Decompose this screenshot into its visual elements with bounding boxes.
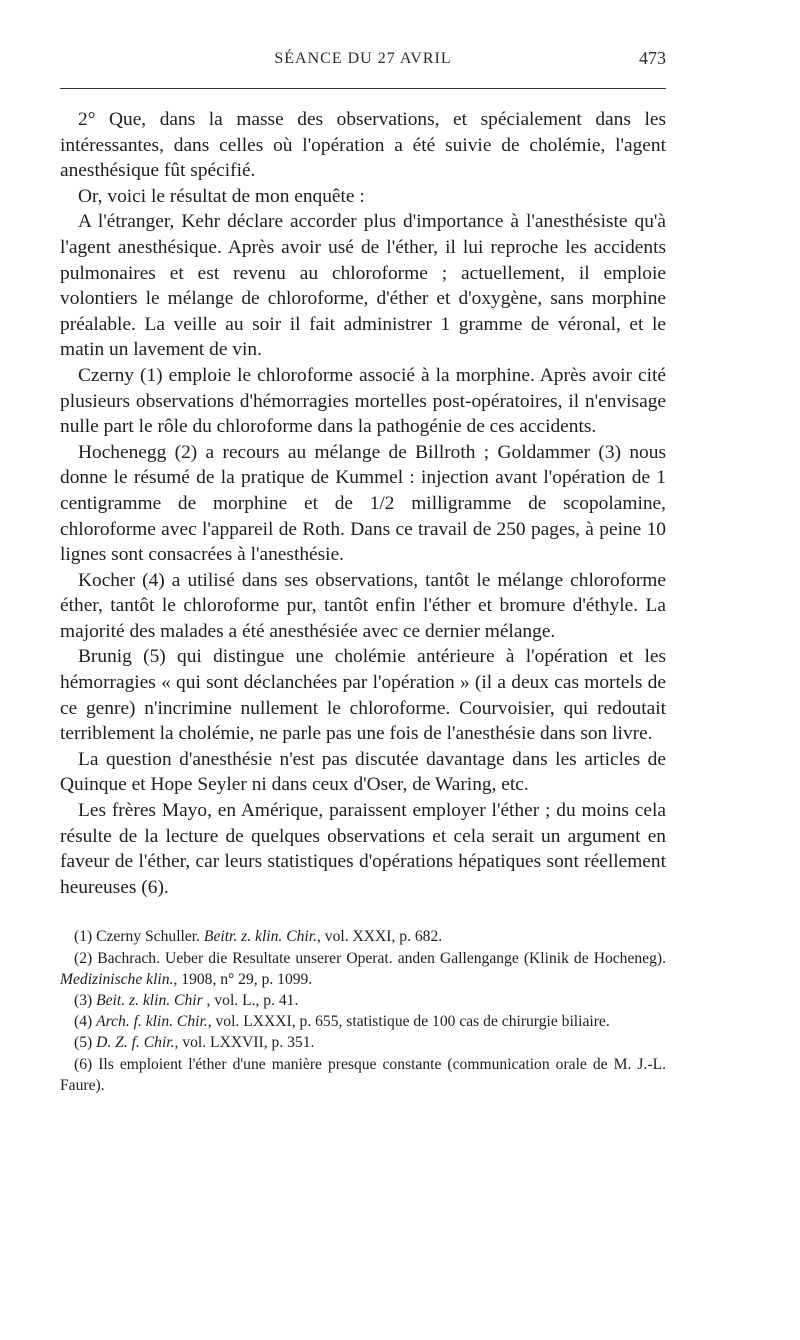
footnote-journal: Beit. z. klin. Chir	[96, 992, 203, 1010]
footnote-text: (4)	[74, 1013, 97, 1031]
footnote-text: (1) Czerny Schuller.	[74, 928, 204, 946]
footnote-journal: Arch. f. klin. Chir.	[96, 1013, 208, 1031]
paragraph: Les frères Mayo, en Amérique, paraissent employer l'éther ; du moins cela résulte de la lecture de quelques observations et cela serait un argument en faveur de l'éther, car leurs statistiques d'opérations hépatiques sont réellement heureuses (6).	[60, 800, 666, 898]
paragraph: 2° Que, dans la masse des observations, et spécialement dans les intéressantes, dans celles où l'opération a été suivie de cholémie, l'agent anesthésique fût spécifié.	[60, 109, 666, 182]
paragraph: Brunig (5) qui distingue une cholémie antérieure à l'opération et les hémorragies « qui sont déclanchées par l'opération » (il a deux cas mortels de ce genre) n'incrimine nullement le chloroforme. Courvoisier, qui redoutait terriblement la cholémie, ne parle pas une fois de l'anesthésie dans son livre.	[60, 646, 666, 745]
footnote-journal: D. Z. f. Chir.	[96, 1034, 175, 1052]
footnote-journal: Medizinische klin.	[60, 970, 174, 988]
footnote-reference: , vol. LXXVII, p. 351.	[174, 1034, 315, 1052]
body-text	[60, 107, 666, 900]
footnote-reference: , vol. L., p. 41.	[202, 992, 299, 1010]
footnote	[60, 1032, 666, 1053]
paragraph: A l'étranger, Kehr déclare accorder plus d'importance à l'anesthésiste qu'à l'agent anesthésique. Après avoir usé de l'éther, il lui reproche les accidents pulmonaires et est revenu au chloroforme ; actuellement, il emploie volontiers le mélange de chloroforme, d'éther et d'oxygène, sans morphine préalable. La veille au soir il fait administrer 1 gramme de véronal, et le matin un lavement de vin.	[60, 211, 666, 361]
paragraph: Kocher (4) a utilisé dans ses observations, tantôt le mélange chloroforme éther, tantôt le chloroforme pur, tantôt enfin l'éther et bromure d'éthyle. La majorité des malades a été anesthésiée avec ce dernier mélange.	[60, 569, 666, 642]
footnotes	[60, 926, 666, 1096]
footnote	[60, 948, 666, 990]
footnote-text: (6) Ils emploient l'éther d'une manière presque constante (communication orale de M. J.-L. Faure).	[60, 1055, 666, 1094]
running-title: SÉANCE DU 27 AVRIL	[274, 50, 452, 67]
header-rule	[60, 88, 666, 89]
footnote-reference: , vol. LXXXI, p. 655, statistique de 100 cas de chirurgie biliaire.	[207, 1013, 610, 1031]
footnote-text: (3)	[74, 992, 97, 1010]
footnote	[60, 1011, 666, 1032]
book-page	[60, 0, 666, 1096]
footnote-reference: , 1908, n° 29, p. 1099.	[173, 970, 313, 988]
paragraph: Czerny (1) emploie le chloroforme associé à la morphine. Après avoir cité plusieurs observations d'hémorragies mortelles post-opératoires, il n'envisage nulle part le rôle du chloroforme dans la pathogénie de ces accidents.	[60, 364, 666, 438]
paragraph: Or, voici le résultat de mon enquête :	[78, 185, 365, 207]
footnote	[60, 926, 666, 947]
footnote-journal: Beitr. z. klin. Chir.	[203, 928, 317, 946]
paragraph: La question d'anesthésie n'est pas discutée davantage dans les articles de Quinque et Hope Seyler ni dans ceux d'Oser, de Waring, etc.	[60, 748, 666, 796]
footnote-text: (5)	[74, 1034, 97, 1052]
footnote	[60, 1054, 666, 1096]
running-head	[60, 0, 666, 90]
footnote	[60, 990, 666, 1011]
page-number: 473	[639, 48, 666, 68]
paragraph: Hochenegg (2) a recours au mélange de Billroth ; Goldammer (3) nous donne le résumé de la pratique de Kummel : injection avant l'opération de 1 centigramme de morphine et de 1/2 milligramme de scopolamine, chloroforme avec l'appareil de Roth. Dans ce travail de 250 pages, à peine 10 lignes sont consacrées à l'anesthésie.	[60, 441, 666, 566]
footnote-reference: , vol. XXXI, p. 682.	[316, 928, 443, 946]
footnote-text: (2) Bachrach. Ueber die Resultate unserer Operat. anden Gallengange (Klinik de Hocheneg).	[74, 949, 666, 967]
